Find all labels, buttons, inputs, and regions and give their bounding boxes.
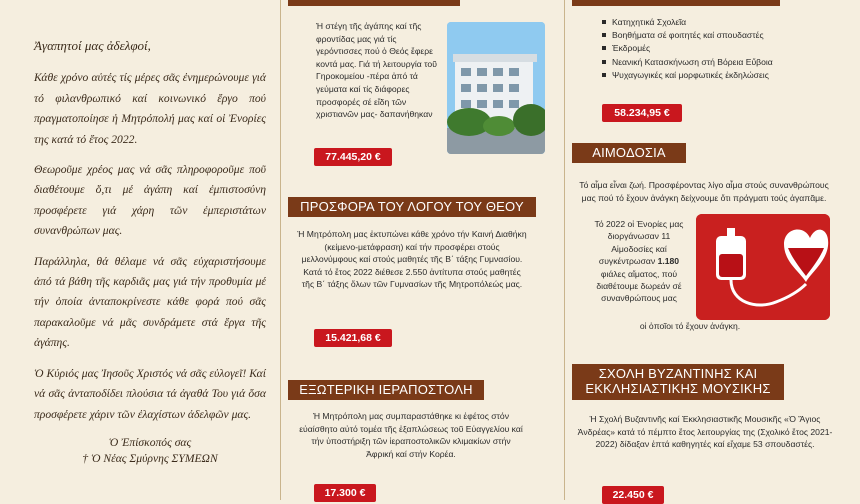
blood-bottles-count: 1.180 — [657, 256, 680, 267]
care-home-amount-badge: 77.445,20 € — [314, 148, 392, 166]
section-header-strip — [288, 0, 460, 6]
blood-donation-illustration — [696, 214, 830, 320]
missions-amount-badge: 17.300 € — [314, 484, 376, 502]
list-item: Ἐκδρομές — [612, 42, 800, 55]
letter-paragraph-2: Θεωροῦμε χρέος μας νά σᾶς πληροφοροῦμε ποῦ διαθέτουμε ὅ,τι μέ ἀγάπη καί ἐμπιστοσύνη προσφέρετε γιά χάρη τῶν ἐμπεριστάτων συνανθρώπων μας. — [34, 163, 266, 238]
list-item: Κατηχητικά Σχολεῖα — [612, 16, 800, 29]
section-header-blood-donation: ΑΙΜΟΔΟΣΙΑ — [572, 143, 686, 163]
letter-closing: Ὁ Ἐπίσκοπός σας — [108, 435, 192, 449]
care-home-text: Ἡ στέγη τῆς ἀγάπης καί τῆς φροντίδας μας γιά τίς γερόντισσες πού ὁ Θεός ἔφερε κοντά μας. Γιά τή λειτουργία τοῦ Γηροκομείου -πέρα ἀπό τά γεύματα καί τίς διάφορες προσφορές σέ εἴδη τῶν χριστιανῶν μας- δαπανήθηκαν — [316, 21, 437, 120]
letter-greeting: Ἀγαπητοί μας ἀδελφοί, — [34, 38, 151, 53]
letter-paragraph-4: Ὁ Κύριός μας Ἰησοῦς Χριστός νά σᾶς εὐλογεῖ! Καί νά σᾶς ἀνταποδίδει πλούσια τά ἀγαθά Του γιά ὅσα προσφέρετε χάριν τῶν ἐλαχίστων ἀδελφῶν μας. — [34, 366, 266, 421]
blood-donation-intro: Τό αἷμα εἶναι ζωή. Προσφέροντας λίγο αἷμα στούς συνανθρώπους μας πού τό ἔχουν ἀνάγκη δείχνουμε ὅτι πράγματι τούς ἀγαπᾶμε. — [579, 180, 829, 203]
section-header-missions: ΕΞΩΤΕΡΙΚΗ ΙΕΡΑΠΟΣΤΟΛΗ — [288, 380, 484, 400]
music-school-title-line-1: ΣΧΟΛΗ ΒΥΖΑΝΤΙΝΗΣ ΚΑΙ — [598, 366, 758, 381]
word-of-god-amount-badge: 15.421,68 € — [314, 329, 392, 347]
care-home-photo — [447, 22, 545, 154]
section-header-word-of-god: ΠΡΟΣΦΟΡΑ ΤΟΥ ΛΟΓΟΥ ΤΟΥ ΘΕΟΥ — [288, 197, 536, 217]
blood-donation-details — [588, 218, 690, 305]
list-item: Ψυχαγωγικές καί μορφωτικές ἐκδηλώσεις — [612, 69, 800, 82]
blood-donation-text: φιάλες αἵματος, πού διαθέτουμε δωρεάν σέ συνανθρώπους μας — [596, 268, 682, 304]
word-of-god-text: Ἡ Μητρόπολη μας ἐκτυπώνει κάθε χρόνο τήν Καινή Διαθήκη (κείμενο-μετάφραση) καί τήν προσφέρει στούς μελλονύμφους καί στούς μαθητές τῆς Β΄ τάξης Γυμνασίου. Κατά τό ἔτος 2022 διέθεσε 2.550 ἀντίτυπα στούς μαθητές τῆς Β΄ τάξης ὅλων τῶν Γυμνασίων τῆς Μητροπόλεώς μας. — [297, 229, 527, 290]
music-school-text: Ἡ Σχολή Βυζαντινῆς καί Ἐκκλησιαστικῆς Μουσικῆς «Ὁ Ἅγιος Ἀνδρέας» κατά τό πέμπτο ἔτος λειτουργίας της (Σχολικό ἔτος 2021-2022) δίδαξαν ἑπτά καθηγητές καί εἴχαμε 53 σπουδαστές. — [577, 414, 833, 450]
blood-donation-text: Τό 2022 οἱ Ἐνορίες μας διοργάνωσαν 11 Αἱμοδοσίες καί συγκέντρωσαν — [594, 219, 684, 267]
youth-activities-list — [600, 16, 800, 82]
music-school-title-line-2: ΕΚΚΛΗΣΙΑΣΤΙΚΗΣ ΜΟΥΣΙΚΗΣ — [585, 381, 771, 396]
missions-text: Ἡ Μητρόπολη μας συμπαραστάθηκε κι ἐφέτος στόν εὐαίσθητο αὐτό τομέα τῆς ἐξαπλώσεως τοῦ Εὐαγγελίου καί τήν ὑποστήριξη τῶν ἱεραποστολικῶν κλιμακίων στήν Ἀφρική καί στήν Κορέα. — [299, 411, 523, 459]
list-item: Βοηθήματα σέ φοιτητές καί σπουδαστές — [612, 29, 800, 42]
letter-signature: † Ὁ Νέας Σμύρνης ΣΥΜΕΩΝ — [82, 451, 218, 465]
letter-paragraph-3: Παράλληλα, θά θέλαμε νά σᾶς εὐχαριστήσουμε ἀπό τά βάθη τῆς καρδιᾶς μας γιά τήν προθυμία μέ τήν ὁποία ἀνταποκρίνεστε κάθε φορά πού σᾶς παρακαλοῦμε νά μᾶς συνδράμετε στά ἔργα τῆς ἀγάπης. — [34, 254, 266, 350]
column-divider — [280, 0, 281, 500]
blood-donation-end: οἱ ὁποῖοι τό ἔχουν ἀνάγκη. — [639, 321, 741, 331]
list-item: Νεανική Κατασκήνωση στή Βόρεια Εὔβοια — [612, 56, 800, 69]
column-divider — [564, 0, 565, 500]
bishop-letter — [34, 36, 266, 467]
letter-paragraph-1: Κάθε χρόνο αὐτές τίς μέρες σᾶς ἐνημερώνουμε γιά τό φιλανθρωπικό καί κοινωνικό ἔργο πού πραγματοποίησε ἡ Μητρόπολή μας καί οἱ Ἐνορίες της κατά τό ἔτος 2022. — [34, 71, 266, 146]
section-header-strip — [572, 0, 780, 6]
music-school-amount-badge: 22.450 € — [602, 486, 664, 504]
section-header-music-school — [572, 364, 784, 400]
youth-amount-badge: 58.234,95 € — [602, 104, 682, 122]
